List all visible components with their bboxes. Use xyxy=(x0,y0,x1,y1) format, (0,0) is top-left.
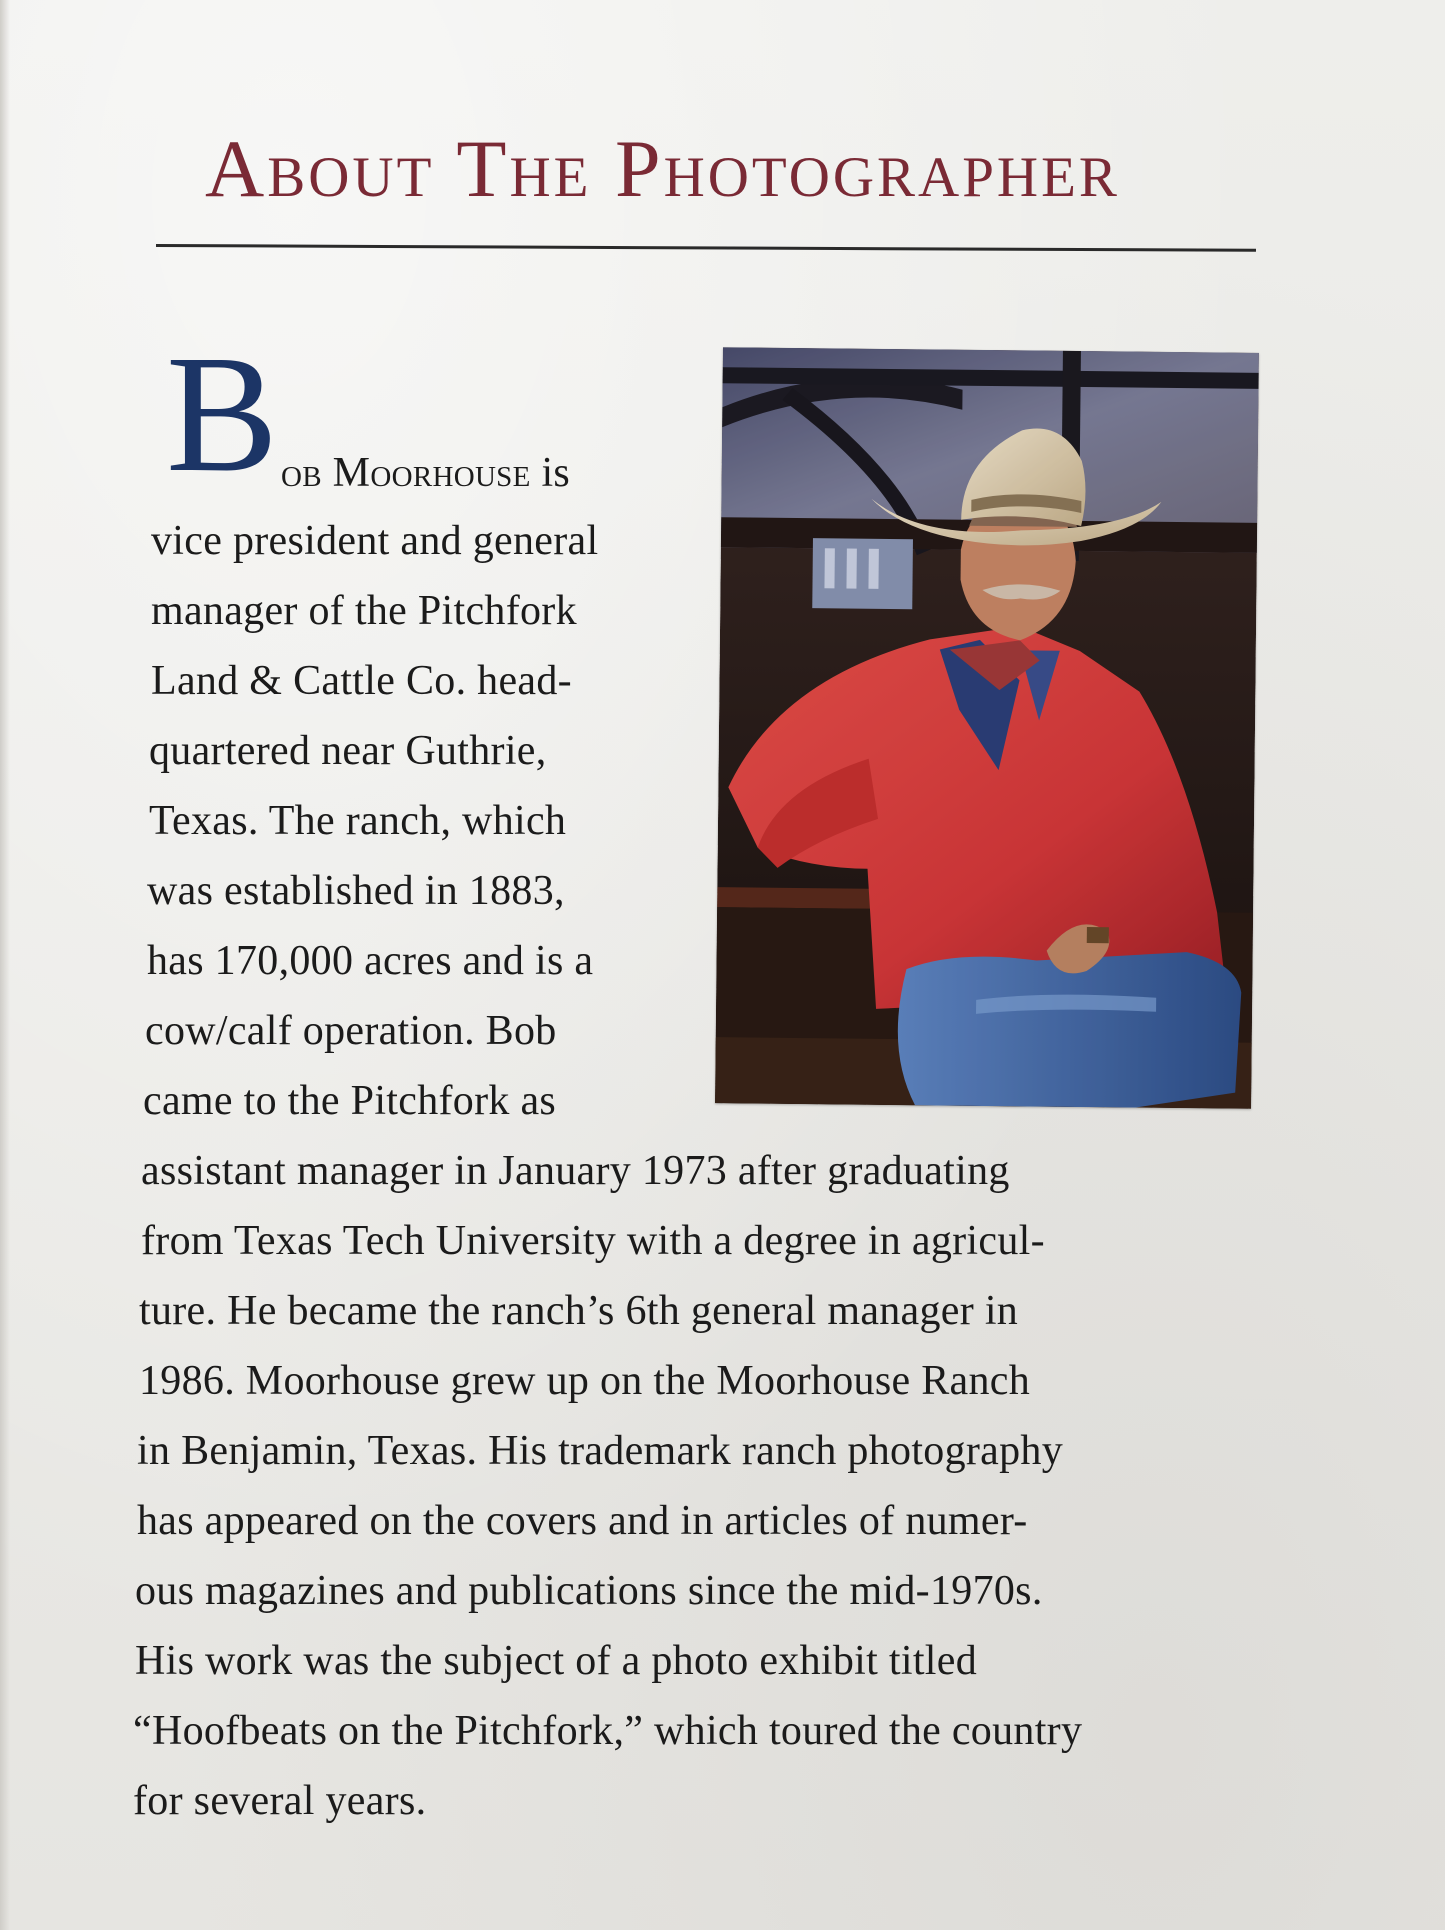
body-line-14: 1986. Moorhouse grew up on the Moorhouse Ranch xyxy=(139,1358,1031,1404)
body-line-4: Land & Cattle Co. head- xyxy=(151,658,572,704)
body-line-17: ous magazines and publications since the mid-1970s. xyxy=(135,1568,1043,1614)
body-line-11: assistant manager in January 1973 after graduating xyxy=(141,1148,1010,1194)
body-line-6: Texas. The ranch, which xyxy=(149,798,567,844)
body-line-16: has appeared on the covers and in articles of numer- xyxy=(137,1498,1028,1544)
drop-cap: B xyxy=(166,321,279,507)
body-line-10: came to the Pitchfork as xyxy=(143,1078,557,1124)
photographer-portrait xyxy=(715,347,1259,1109)
body-line-2: vice president and general xyxy=(151,518,599,564)
body-line-7: was established in 1883, xyxy=(147,868,565,914)
body-line-18: His work was the subject of a photo exhibit titled xyxy=(135,1638,978,1684)
body-line-3: manager of the Pitchfork xyxy=(151,588,577,634)
subject-name: ob Moorhouse xyxy=(281,450,531,496)
body-line-13: ture. He became the ranch’s 6th general manager in xyxy=(139,1288,1019,1334)
body-line-12: from Texas Tech University with a degree in agricul- xyxy=(141,1218,1045,1264)
page-title: About The Photographer xyxy=(205,123,1120,214)
body-line-9: cow/calf operation. Bob xyxy=(145,1008,557,1054)
body-line-1 xyxy=(281,452,570,494)
body-line-8: has 170,000 acres and is a xyxy=(147,938,594,984)
body-line-20: for several years. xyxy=(133,1778,427,1824)
body-line-5: quartered near Guthrie, xyxy=(149,728,547,774)
body-line-19: “Hoofbeats on the Pitchfork,” which toured the country xyxy=(133,1708,1083,1754)
title-rule xyxy=(156,244,1256,252)
page-edge xyxy=(0,0,10,1930)
first-line-rest: is xyxy=(530,450,571,496)
body-line-15: in Benjamin, Texas. His trademark ranch photography xyxy=(137,1428,1064,1474)
